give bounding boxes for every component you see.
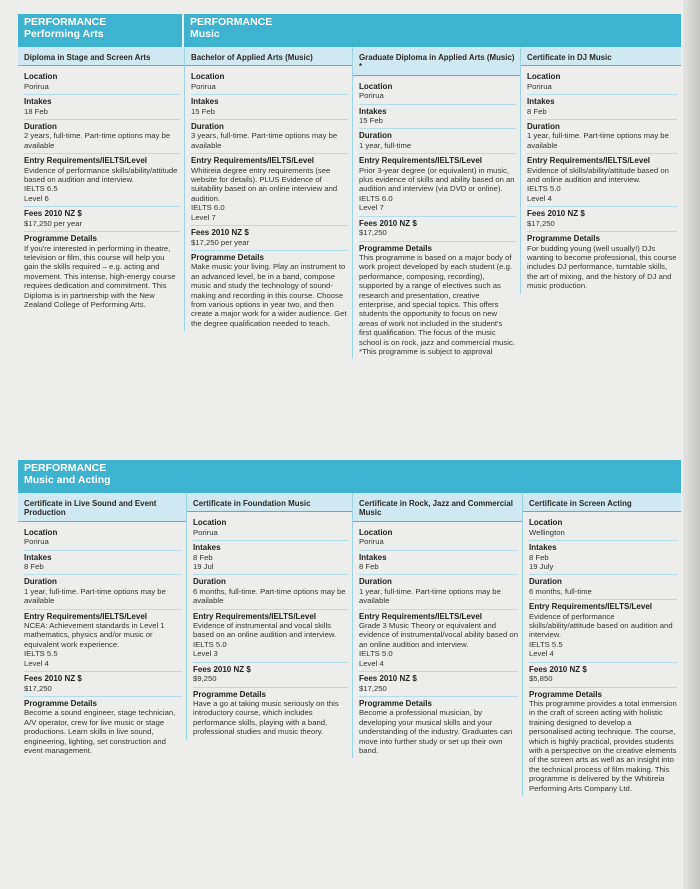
entry-label: Entry Requirements/IELTS/Level [527,156,650,166]
approval-note: *This programme is subject to approval [359,346,493,356]
location-value: Porirua [191,81,216,91]
ielts-value: IELTS 5.0 [359,649,393,659]
divider [527,119,677,120]
intakes-label: Intakes [24,97,52,107]
divider [24,574,182,575]
divider [359,128,516,129]
details-field [24,234,180,309]
ielts-value: IELTS 5.0 [193,639,227,649]
divider [527,206,677,207]
location-value: Porirua [527,81,552,91]
level-value: Level 7 [191,212,216,222]
location-field [191,72,348,91]
duration-field [359,131,516,150]
details-field [24,699,182,755]
intakes-value: 15 Feb [359,116,383,126]
divider [359,104,516,105]
divider [529,662,677,663]
divider [24,609,182,610]
entry-value: Evidence of performance skills/ability/attitude based on audition and interview. [24,165,178,185]
intakes-field [193,543,348,571]
details-label: Programme Details [193,689,266,699]
location-label: Location [529,518,563,528]
entry-value: Grade 3 Music Theory or equivalent and evidence of instrumental/vocal ability based on an online audition and interview. [359,621,518,649]
intakes-value: 8 Feb [359,562,379,572]
fees-label: Fees 2010 NZ $ [24,209,82,219]
programme-column [522,493,681,796]
divider [359,216,516,217]
duration-value: 6 months, full-time. Part-time options may be available [193,586,346,606]
divider [359,153,516,154]
fees-field [193,665,348,684]
details-value: Become a professional musician, by developing your musical skills and your understanding of the industry. Graduates can move into further study or set up their own band. [359,708,513,755]
entry-value: Evidence of skills/ability/attitude based on and online audition and interview. [527,165,669,185]
programme-title: Graduate Diploma in Applied Arts (Music) * [353,47,520,76]
ielts-value: IELTS 5.0 [527,184,561,194]
intakes-field [527,97,677,116]
programme-title: Certificate in DJ Music [521,47,681,66]
duration-field [191,122,348,150]
duration-value: 6 months, full-time [529,586,592,596]
details-field [193,690,348,737]
fees-value: $17,250 [359,228,387,238]
fees-field [24,209,180,228]
fees-field [527,209,677,228]
header-line2: Performing Arts [24,27,104,40]
location-value: Wellington [529,527,565,537]
fees-label: Fees 2010 NZ $ [24,674,82,684]
fees-value: $9,250 [193,674,217,684]
details-label: Programme Details [359,243,432,253]
intakes-field [191,97,348,116]
divider [191,119,348,120]
details-field [191,253,348,328]
duration-label: Duration [359,577,392,587]
entry-field [359,612,518,668]
details-label: Programme Details [191,252,264,262]
divider [529,574,677,575]
intakes-field [529,543,677,571]
ielts-value: IELTS 6.0 [191,203,225,213]
duration-value: 1 year, full-time. Part-time options may be available [24,586,166,606]
programme-column [184,47,352,331]
programme-title: Certificate in Screen Acting [523,493,681,512]
programme-column [520,47,681,294]
location-field [359,528,518,547]
header-music [184,14,681,47]
intakes-value: 15 Feb [191,106,215,116]
divider [191,94,348,95]
entry-label: Entry Requirements/IELTS/Level [529,602,652,612]
duration-label: Duration [529,577,562,587]
divider [24,119,180,120]
location-field [359,82,516,101]
details-field [359,244,516,357]
fees-value: $5,850 [529,674,553,684]
section-music-acting [0,460,700,889]
divider [193,574,348,575]
programme-title: Bachelor of Applied Arts (Music) [185,47,352,66]
ielts-value: IELTS 6.0 [359,193,393,203]
duration-label: Duration [191,122,224,132]
divider [24,231,180,232]
entry-field [527,156,677,203]
location-label: Location [193,518,227,528]
duration-field [193,577,348,605]
location-value: Porirua [24,537,49,547]
fees-value: $17,250 per year [191,237,250,247]
divider [24,94,180,95]
divider [529,540,677,541]
divider [359,609,518,610]
level-value: Level 4 [527,193,552,203]
fees-label: Fees 2010 NZ $ [527,209,585,219]
entry-field [24,156,180,203]
details-label: Programme Details [527,234,600,244]
divider [359,574,518,575]
programme-column [18,493,186,758]
divider [24,671,182,672]
location-value: Porirua [359,91,384,101]
entry-label: Entry Requirements/IELTS/Level [24,611,147,621]
level-value: Level 7 [359,203,384,213]
intakes-label: Intakes [359,552,387,562]
duration-value: 3 years, full-time. Part-time options may be available [191,131,338,150]
divider [24,550,182,551]
fees-label: Fees 2010 NZ $ [529,664,587,674]
duration-field [529,577,677,596]
ielts-value: IELTS 5.5 [529,639,563,649]
header-line2: Music [190,27,220,40]
details-label: Programme Details [359,698,432,708]
ielts-value: IELTS 6.5 [24,184,58,194]
duration-value: 1 year, full-time [359,140,412,150]
header-line1: PERFORMANCE [24,16,107,28]
details-field [529,690,677,793]
divider [529,687,677,688]
location-field [193,518,348,537]
entry-field [529,602,677,658]
intakes-label: Intakes [529,543,557,553]
intakes-label: Intakes [191,97,219,107]
details-value: This programme is based on a major body of work project developed by each student (e.g. performance, composing, recording), supported by a range of electives such as research and presentation, creative enterprise, and special topics. This offers students the opportunity to focus on new areas of work not included in the student's first qualification. The focus of the music school is on rock, jazz and commercial music. [359,252,515,347]
fees-field [359,674,518,693]
details-field [359,699,518,755]
intakes-label: Intakes [24,552,52,562]
divider [193,687,348,688]
duration-label: Duration [359,131,392,141]
location-value: Porirua [24,81,49,91]
fees-value: $17,250 [24,683,52,693]
section-header-row [0,460,700,493]
duration-value: 1 year, full-time. Part-time options may be available [359,586,501,606]
entry-value: NCEA: Achievement standards in Level 1 mathematics, physics and/or music or equivalent work experience. [24,621,165,649]
fees-label: Fees 2010 NZ $ [359,674,417,684]
details-value: This programme provides a total immersion in the craft of screen acting with holistic training designed to develop a personalised acting technique. The course, which is highly practical, provides students with a perspective on the creative elements of the screen arts as well as an insight into the technical process of film making. This programme is delivered by the Whitireia Performing Arts Company Ltd. [529,698,677,793]
divider [191,153,348,154]
intakes-value: 18 Feb [24,106,48,116]
entry-label: Entry Requirements/IELTS/Level [359,156,482,166]
programme-column [352,47,520,359]
entry-label: Entry Requirements/IELTS/Level [359,611,482,621]
details-value: Become a sound engineer, stage technician, A/V operator, crew for live music or stage productions. Learn skills in live sound, engineering, lighting, set construction and event management. [24,708,176,755]
header-line1: PERFORMANCE [24,462,107,474]
fees-label: Fees 2010 NZ $ [359,218,417,228]
entry-label: Entry Requirements/IELTS/Level [191,156,314,166]
entry-value: Evidence of performance skills/ability/attitude based on audition and interview. [529,611,673,640]
duration-field [24,577,182,605]
duration-field [527,122,677,150]
location-label: Location [191,72,225,82]
location-value: Porirua [359,537,384,547]
duration-field [359,577,518,605]
section-performing-arts-music [0,14,700,414]
intakes-field [24,553,182,572]
entry-label: Entry Requirements/IELTS/Level [24,156,147,166]
divider [359,671,518,672]
details-field [527,234,677,290]
location-label: Location [359,81,393,91]
intakes-value: 8 Feb 19 Jul [193,552,214,572]
intakes-field [359,107,516,126]
details-value: For budding young (well usually!) DJs wanting to become professional, this course includes DJ performance, turntable skills, the art of mixing, and the history of DJ and music production. [527,243,677,291]
fees-value: $17,250 [359,683,387,693]
location-field [527,72,677,91]
level-value: Level 4 [24,658,49,668]
divider [529,599,677,600]
entry-label: Entry Requirements/IELTS/Level [193,611,316,621]
fees-field [24,674,182,693]
location-label: Location [24,72,58,82]
intakes-value: 8 Feb [527,106,547,116]
divider [359,696,518,697]
duration-label: Duration [24,577,57,587]
divider [359,550,518,551]
divider [359,241,516,242]
location-label: Location [359,527,393,537]
section-header-row [0,14,700,47]
duration-value: 1 year, full-time. Part-time options may be available [527,131,669,150]
details-label: Programme Details [529,689,602,699]
entry-value: Prior 3-year degree (or equivalent) in music, plus evidence of skills and ability based on an audition and interview (via DVD or online). [359,165,515,194]
programme-column [18,47,184,312]
header-music-and-acting [18,460,681,493]
entry-field [24,612,182,668]
intakes-value: 8 Feb [24,562,44,572]
level-value: Level 4 [359,658,384,668]
details-value: If you're interested in performing in theatre, television or film, this course will help you gain the skills required – e.g. acting and movement. This intense, high-energy course requires dedication and commitment. This Diploma is in partnership with the New Zealand College of Performing Arts. [24,243,176,309]
divider [527,94,677,95]
divider [24,153,180,154]
entry-value: Evidence of instrumental and vocal skills based on an online audition and interview. [193,621,337,640]
location-value: Porirua [193,527,218,537]
fees-label: Fees 2010 NZ $ [193,664,251,674]
divider [527,231,677,232]
location-field [24,528,182,547]
level-value: Level 6 [24,193,49,203]
divider [191,225,348,226]
fees-field [359,219,516,238]
fees-value: $17,250 [527,218,555,228]
entry-value: Whitireia degree entry requirements (see website for details). PLUS Evidence of suitability based on an online interview and audition. [191,165,338,203]
divider [193,609,348,610]
programme-title: Certificate in Rock, Jazz and Commercial Music [353,493,522,522]
fees-field [191,228,348,247]
header-line2: Music and Acting [24,473,111,486]
location-label: Location [527,72,561,82]
programme-title: Certificate in Foundation Music [187,493,352,512]
location-label: Location [24,527,58,537]
details-label: Programme Details [24,234,97,244]
duration-label: Duration [527,122,560,132]
divider [193,540,348,541]
entry-field [193,612,348,659]
intakes-label: Intakes [527,97,555,107]
intakes-label: Intakes [193,543,221,553]
divider [193,662,348,663]
intakes-field [24,97,180,116]
divider [527,153,677,154]
level-value: Level 3 [193,649,218,659]
details-value: Make music your living. Play an instrument to an advanced level, be in a band, compose music and study the technology of sound-making and recording in this course. Choose from various options in year two, and then create a major work for a wider audience. Get the degree qualification needed to teach. [191,262,347,328]
ielts-value: IELTS 5.5 [24,649,58,659]
divider [24,206,180,207]
header-performing-arts [18,14,182,47]
duration-label: Duration [193,577,226,587]
fees-field [529,665,677,684]
intakes-field [359,553,518,572]
entry-field [359,156,516,212]
header-line1: PERFORMANCE [190,16,273,28]
programme-column [186,493,352,740]
fees-value: $17,250 per year [24,218,83,228]
details-value: Have a go at taking music seriously on this introductory course, which includes performance skills, playing with a band, professional studies and music theory. [193,698,339,737]
details-label: Programme Details [24,698,97,708]
programme-title: Diploma in Stage and Screen Arts [18,47,184,66]
duration-label: Duration [24,122,57,132]
intakes-value: 8 Feb 19 July [529,552,554,572]
duration-value: 2 years, full-time. Part-time options may be available [24,131,171,150]
fees-label: Fees 2010 NZ $ [191,228,249,238]
divider [24,696,182,697]
entry-field [191,156,348,222]
programme-title: Certificate in Live Sound and Event Production [18,493,186,522]
location-field [24,72,180,91]
programme-column [352,493,522,758]
duration-field [24,122,180,150]
intakes-label: Intakes [359,106,387,116]
level-value: Level 4 [529,649,554,659]
location-field [529,518,677,537]
divider [191,250,348,251]
